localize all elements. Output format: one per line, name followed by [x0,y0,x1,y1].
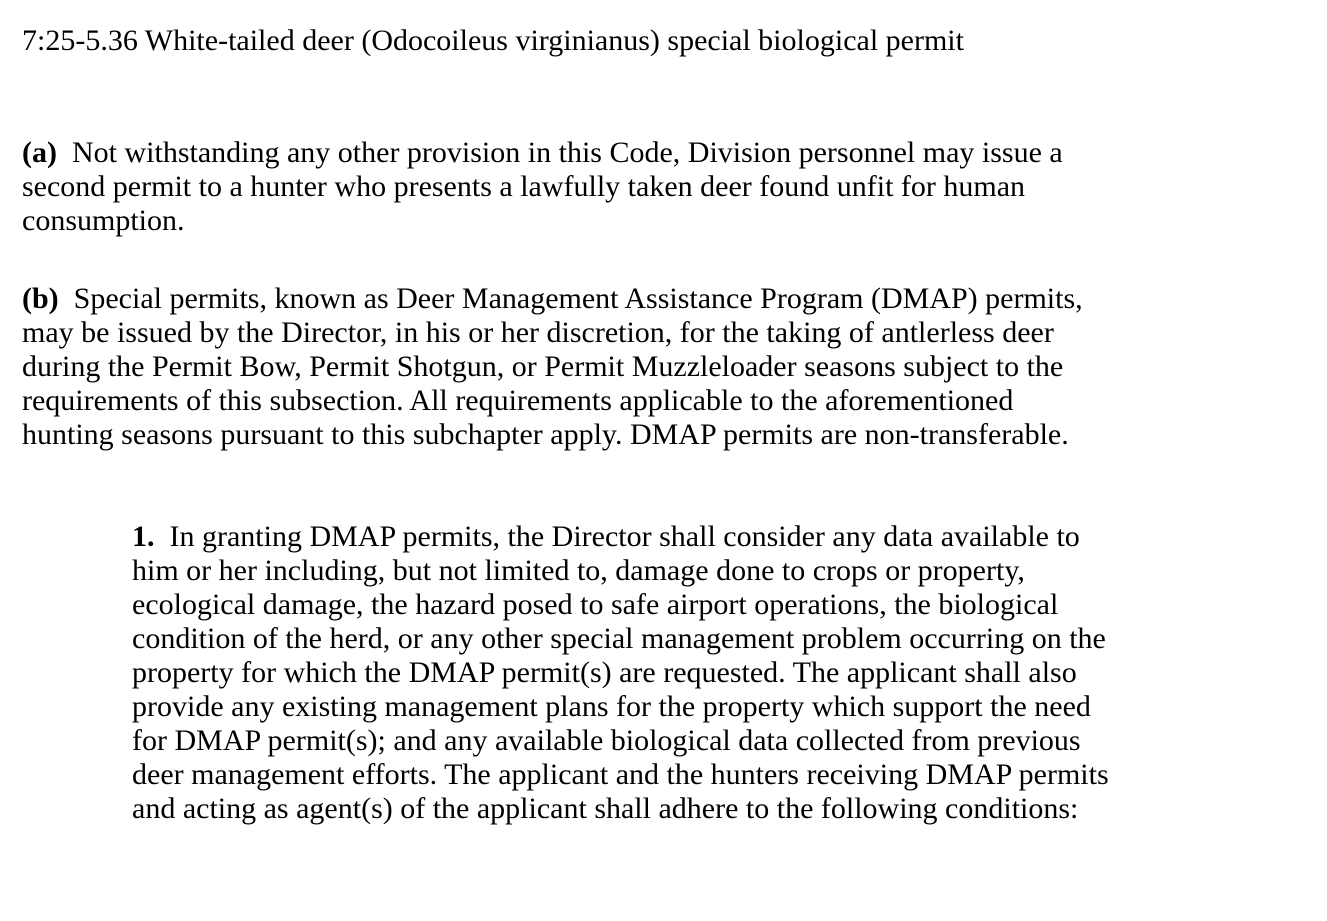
paragraph-a [22,136,1063,238]
paragraph-1-line-7: for DMAP permit(s); and any available biological data collected from previous [132,724,1081,757]
paragraph-1-line-2: him or her including, but not limited to, damage done to crops or property, [132,554,1025,587]
paragraph-1-line-4: condition of the herd, or any other special management problem occurring on the [132,622,1106,655]
paragraph-b-line-5: hunting seasons pursuant to this subchapter apply. DMAP permits are non-transferable. [22,418,1069,451]
paragraph-b-line-1 [22,282,1083,316]
paragraph-1-line-3: ecological damage, the hazard posed to safe airport operations, the biological [132,588,1059,621]
paragraph-1-line-9: and acting as agent(s) of the applicant shall adhere to the following conditions: [132,792,1079,825]
paragraph-1-marker: 1. [132,520,155,553]
paragraph-b [22,282,1083,452]
paragraph-1-line-6: provide any existing management plans for the property which support the need [132,690,1091,723]
paragraph-1 [132,520,1109,826]
paragraph-b-line-4: requirements of this subsection. All requirements applicable to the aforementioned [22,384,1014,417]
paragraph-b-marker: (b) [22,282,59,315]
paragraph-a-text-1: Not withstanding any other provision in this Code, Division personnel may issue a [71,136,1063,169]
paragraph-1-line-5: property for which the DMAP permit(s) are requested. The applicant shall also [132,656,1077,689]
paragraph-1-line-8: deer management efforts. The applicant and the hunters receiving DMAP permits [132,758,1109,791]
paragraph-b-line-3: during the Permit Bow, Permit Shotgun, or Permit Muzzleloader seasons subject to the [22,350,1064,383]
paragraph-b-text-1: Special permits, known as Deer Management Assistance Program (DMAP) permits, [73,282,1083,315]
paragraph-1-line-1 [132,520,1109,554]
paragraph-1-text-1: In granting DMAP permits, the Director shall consider any data available to [169,520,1080,553]
paragraph-a-marker: (a) [22,136,57,169]
paragraph-a-line-3: consumption. [22,204,185,237]
paragraph-a-line-2: second permit to a hunter who presents a lawfully taken deer found unfit for human [22,170,1026,203]
section-title: 7:25-5.36 White-tailed deer (Odocoileus virginianus) special biological permit [22,24,964,57]
paragraph-b-line-2: may be issued by the Director, in his or her discretion, for the taking of antlerless deer [22,316,1054,349]
paragraph-a-line-1 [22,136,1063,170]
